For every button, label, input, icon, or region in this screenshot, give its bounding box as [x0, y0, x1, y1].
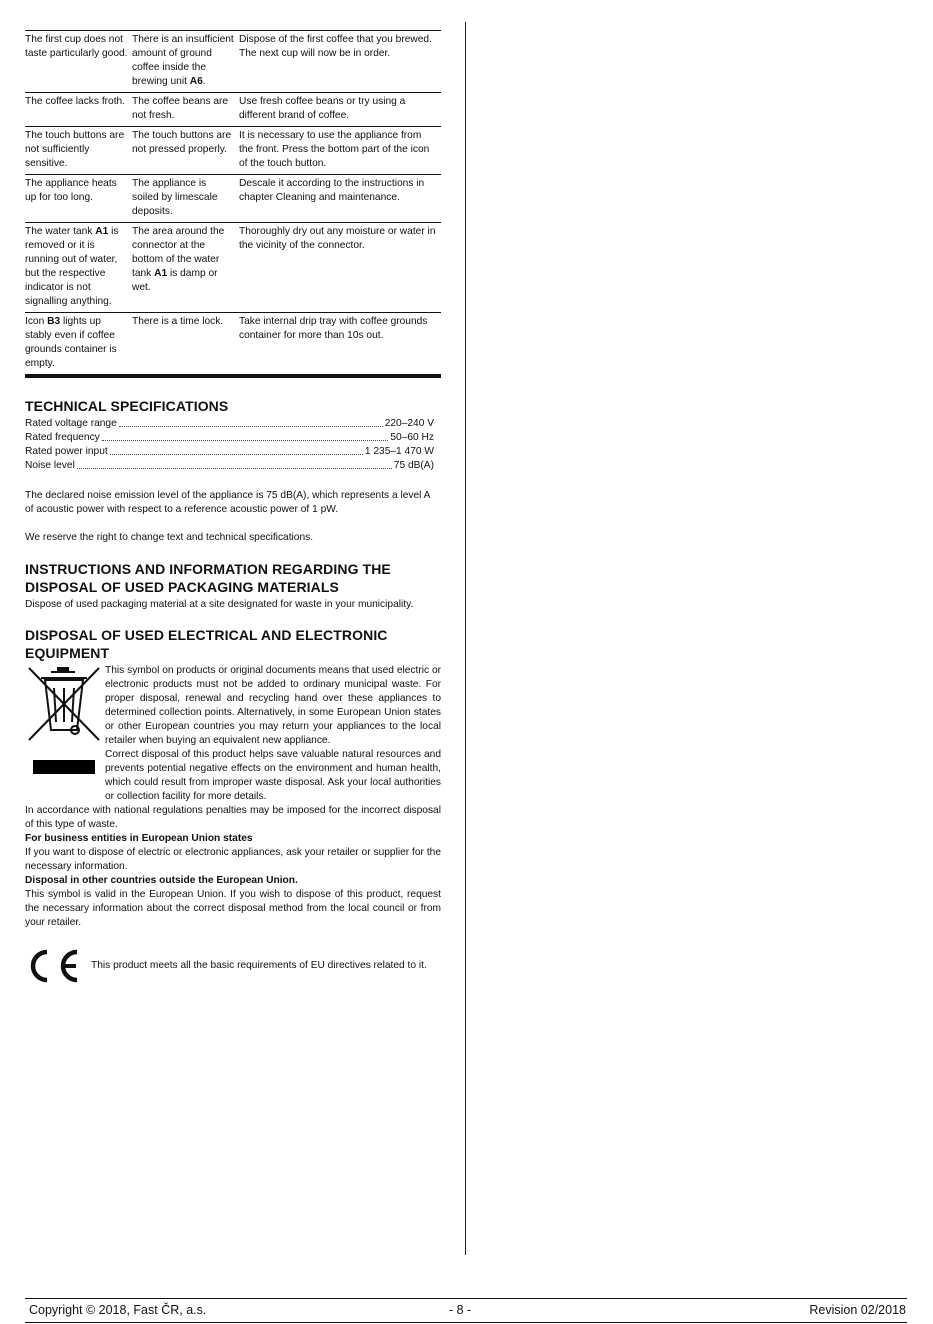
ce-statement [25, 948, 441, 984]
weee-paragraph-3: In accordance with national regulations penalties may be imposed for the incorrect disposal of this type of waste. [25, 805, 441, 830]
cause-text: The coffee beans are not fresh. [132, 96, 229, 121]
problem-text: Icon [25, 316, 48, 327]
column-divider [465, 22, 466, 1255]
footer-bottom-rule [25, 1322, 907, 1323]
spec-value: 75 dB(A) [393, 460, 434, 471]
spec-label: Rated frequency [25, 432, 100, 443]
solution-cell: It is necessary to use the appliance from the front. Press the bottom part of the icon of the touch button. [239, 127, 441, 175]
table-row [25, 31, 441, 93]
spec-row [25, 431, 434, 445]
left-column [25, 30, 441, 984]
table-row [25, 127, 441, 175]
cause-cell [132, 223, 239, 313]
spec-row [25, 417, 434, 431]
part-code: A1 [154, 268, 168, 279]
problem-cell [25, 93, 132, 127]
solution-cell: Take internal drip tray with coffee grounds container for more than 10s out. [239, 313, 441, 377]
solution-cell: Descale it according to the instructions in chapter Cleaning and maintenance. [239, 175, 441, 223]
cause-cell [132, 175, 239, 223]
cause-text: is damp or wet. [132, 268, 218, 293]
problem-cell [25, 223, 132, 313]
solution-cell: Use fresh coffee beans or try using a different brand of coffee. [239, 93, 441, 127]
table-row [25, 93, 441, 127]
table-row [25, 223, 441, 313]
reserve-note: We reserve the right to change text and technical specifications. [25, 532, 314, 543]
cause-cell [132, 313, 239, 377]
cause-text: The area around the connector at the bottom of the water tank [132, 226, 225, 279]
problem-text: lights up stably even if coffee grounds container is empty. [25, 316, 117, 369]
noise-note: The declared noise emission level of the appliance is 75 dB(A), which represents a level A of acoustic power with respect to a reference acoustic power of 1 pW. [25, 490, 430, 515]
solution-cell: Thoroughly dry out any moisture or water in the vicinity of the connector. [239, 223, 441, 313]
footer-page-number: - 8 - [449, 1303, 472, 1317]
cause-text: The appliance is soiled by limescale deposits. [132, 178, 218, 217]
business-heading: For business entities in European Union states [25, 833, 253, 844]
part-code: B3 [47, 316, 61, 327]
cause-text: There is an insufficient amount of ground coffee inside the brewing unit [132, 34, 234, 87]
problem-text: is removed or it is running out of water, but the respective indicator is not signalling anything. [25, 226, 119, 307]
ce-text: This product meets all the basic requirements of EU directives related to it. [91, 960, 427, 971]
spec-leader-dots [119, 417, 383, 427]
tech-specs-heading: TECHNICAL SPECIFICATIONS [25, 398, 229, 414]
spec-label: Noise level [25, 460, 75, 471]
packaging-heading: INSTRUCTIONS AND INFORMATION REGARDING THE DISPOSAL OF USED PACKAGING MATERIALS [25, 561, 391, 595]
problem-cell [25, 127, 132, 175]
weee-heading: DISPOSAL OF USED ELECTRICAL AND ELECTRONIC EQUIPMENT [25, 627, 388, 661]
problem-text: The touch buttons are not sufficiently sensitive. [25, 130, 125, 169]
weee-paragraph-2: Correct disposal of this product helps save valuable natural resources and prevents potential negative effects on the environment and human health, which could result from improper waste disposal. Ask your local authorities or collection facility for more details. [105, 749, 441, 802]
table-row [25, 175, 441, 223]
ce-mark-icon [25, 948, 87, 984]
problem-cell [25, 31, 132, 93]
table-row [25, 313, 441, 377]
troubleshooting-table [25, 30, 441, 378]
spec-row [25, 459, 434, 473]
cause-cell [132, 127, 239, 175]
spec-leader-dots [77, 459, 392, 469]
cause-text: The touch buttons are not pressed properly. [132, 130, 232, 155]
cause-cell [132, 31, 239, 93]
footer-rule [25, 1298, 907, 1299]
problem-text: The water tank [25, 226, 96, 237]
crossed-out-wheelie-bin-icon [25, 664, 103, 776]
weee-section [25, 664, 441, 804]
problem-text: The coffee lacks froth. [25, 96, 126, 107]
spec-leader-dots [110, 445, 363, 455]
spec-label: Rated power input [25, 446, 108, 457]
weee-paragraph-1: This symbol on products or original documents means that used electric or electronic products must not be added to ordinary municipal waste. For proper disposal, renewal and recycling hand over these appliances to determined collection points. Alternatively, in some European Union states or other European countries you may return your appliances to the local retailer when buying an equivalent new appliance. [105, 665, 441, 746]
problem-text: The appliance heats up for too long. [25, 178, 117, 203]
spec-value: 1 235–1 470 W [364, 446, 434, 457]
part-code: A6 [189, 76, 203, 87]
spec-value: 50–60 Hz [390, 432, 434, 443]
cause-text: . [202, 76, 206, 87]
business-text: If you want to dispose of electric or electronic appliances, ask your retailer or supplier for the necessary information. [25, 847, 441, 872]
footer-revision: Revision 02/2018 [809, 1303, 906, 1317]
footer-copyright: Copyright © 2018, Fast ČR, a.s. [29, 1303, 207, 1317]
outside-eu-heading: Disposal in other countries outside the European Union. [25, 875, 298, 886]
spec-list [25, 417, 441, 473]
spec-leader-dots [102, 431, 389, 441]
outside-eu-text: This symbol is valid in the European Union. If you wish to dispose of this product, request the necessary information about the correct disposal method from the local council or from your retailer. [25, 889, 441, 928]
part-code: A1 [95, 226, 109, 237]
problem-text: The first cup does not taste particularly good. [25, 34, 128, 59]
packaging-text: Dispose of used packaging material at a site designated for waste in your municipality. [25, 599, 414, 610]
problem-cell [25, 313, 132, 377]
solution-cell: Dispose of the first coffee that you brewed. The next cup will now be in order. [239, 34, 432, 59]
problem-cell [25, 175, 132, 223]
spec-label: Rated voltage range [25, 418, 117, 429]
spec-value: 220–240 V [384, 418, 434, 429]
spec-row [25, 445, 434, 459]
cause-cell [132, 93, 239, 127]
cause-text: There is a time lock. [132, 316, 224, 327]
